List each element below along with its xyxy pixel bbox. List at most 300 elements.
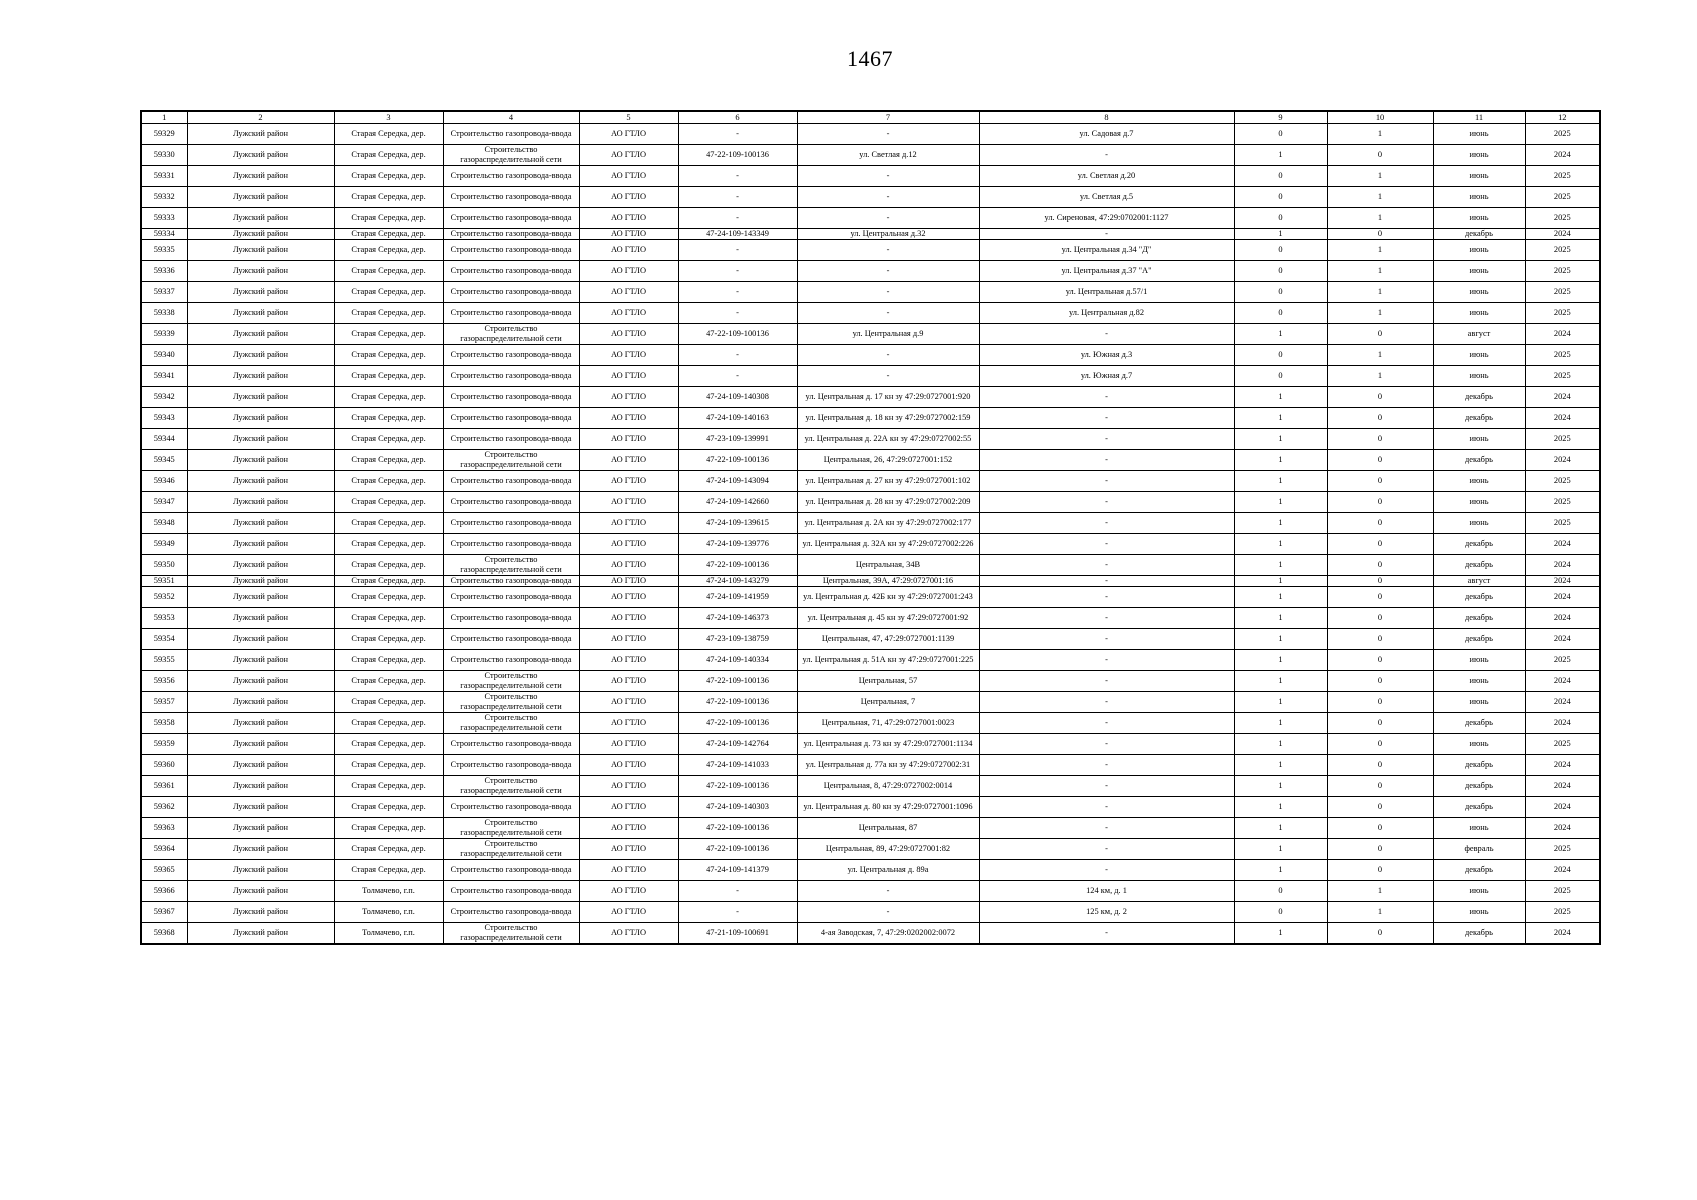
cell-settlement: Старая Середка, дер. — [334, 145, 443, 166]
cell-organization: АО ГТЛО — [579, 450, 678, 471]
table-row — [141, 692, 1600, 713]
cell-month: июнь — [1433, 208, 1525, 229]
cell-permit-number: 47-22-109-100136 — [678, 450, 797, 471]
cell-value-a: 1 — [1234, 492, 1327, 513]
cell-year: 2024 — [1525, 923, 1600, 945]
table-row — [141, 229, 1600, 240]
cell-month: июнь — [1433, 303, 1525, 324]
cell-row-number: 59362 — [141, 797, 187, 818]
cell-value-a: 1 — [1234, 324, 1327, 345]
cell-work-type: Строительство газопровода-ввода — [443, 282, 579, 303]
cell-address-secondary: - — [979, 387, 1234, 408]
cell-permit-number: 47-22-109-100136 — [678, 776, 797, 797]
cell-work-type: Строительство газопровода-ввода — [443, 387, 579, 408]
cell-address-secondary: ул. Центральная д.82 — [979, 303, 1234, 324]
cell-address-primary: ул. Центральная д.9 — [797, 324, 979, 345]
cell-value-b: 0 — [1327, 797, 1433, 818]
cell-value-a: 1 — [1234, 555, 1327, 576]
cell-settlement: Старая Середка, дер. — [334, 629, 443, 650]
cell-settlement: Старая Середка, дер. — [334, 187, 443, 208]
cell-value-a: 1 — [1234, 471, 1327, 492]
cell-row-number: 59330 — [141, 145, 187, 166]
cell-address-secondary: - — [979, 755, 1234, 776]
cell-address-secondary: ул. Садовая д.7 — [979, 124, 1234, 145]
cell-value-a: 1 — [1234, 818, 1327, 839]
cell-row-number: 59367 — [141, 902, 187, 923]
cell-value-a: 0 — [1234, 240, 1327, 261]
cell-value-b: 0 — [1327, 629, 1433, 650]
cell-work-type: Строительство газопровода-ввода — [443, 187, 579, 208]
cell-organization: АО ГТЛО — [579, 713, 678, 734]
cell-row-number: 59343 — [141, 408, 187, 429]
cell-permit-number: - — [678, 208, 797, 229]
cell-settlement: Старая Середка, дер. — [334, 303, 443, 324]
cell-month: декабрь — [1433, 923, 1525, 945]
table-row — [141, 492, 1600, 513]
cell-work-type: Строительство газопровода-ввода — [443, 576, 579, 587]
table-row — [141, 713, 1600, 734]
cell-value-a: 0 — [1234, 902, 1327, 923]
cell-district: Лужский район — [187, 692, 334, 713]
cell-address-secondary: - — [979, 408, 1234, 429]
cell-district: Лужский район — [187, 555, 334, 576]
document-table-container — [140, 110, 1599, 945]
cell-address-primary: ул. Центральная д.32 — [797, 229, 979, 240]
table-row — [141, 387, 1600, 408]
cell-address-secondary: - — [979, 450, 1234, 471]
cell-settlement: Старая Середка, дер. — [334, 408, 443, 429]
cell-value-a: 1 — [1234, 608, 1327, 629]
table-row — [141, 923, 1600, 945]
cell-address-primary: ул. Светлая д.12 — [797, 145, 979, 166]
table-row — [141, 839, 1600, 860]
cell-permit-number: - — [678, 902, 797, 923]
cell-district: Лужский район — [187, 587, 334, 608]
cell-month: июнь — [1433, 261, 1525, 282]
cell-permit-number: 47-22-109-100136 — [678, 818, 797, 839]
column-header: 5 — [579, 111, 678, 124]
cell-organization: АО ГТЛО — [579, 471, 678, 492]
cell-permit-number: - — [678, 124, 797, 145]
cell-value-b: 0 — [1327, 387, 1433, 408]
cell-address-primary: ул. Центральная д. 18 кн зу 47:29:0727002:159 — [797, 408, 979, 429]
cell-work-type: Строительство газопровода-ввода — [443, 408, 579, 429]
cell-district: Лужский район — [187, 776, 334, 797]
cell-year: 2025 — [1525, 429, 1600, 450]
cell-permit-number: - — [678, 366, 797, 387]
table-row — [141, 576, 1600, 587]
cell-year: 2025 — [1525, 650, 1600, 671]
cell-year: 2024 — [1525, 797, 1600, 818]
table-row — [141, 261, 1600, 282]
cell-row-number: 59356 — [141, 671, 187, 692]
cell-value-a: 1 — [1234, 429, 1327, 450]
cell-address-primary: Центральная, 87 — [797, 818, 979, 839]
cell-district: Лужский район — [187, 881, 334, 902]
cell-row-number: 59357 — [141, 692, 187, 713]
cell-row-number: 59364 — [141, 839, 187, 860]
cell-address-primary: ул. Центральная д. 27 кн зу 47:29:0727001:102 — [797, 471, 979, 492]
cell-value-b: 0 — [1327, 429, 1433, 450]
cell-row-number: 59353 — [141, 608, 187, 629]
table-row — [141, 881, 1600, 902]
cell-value-b: 0 — [1327, 839, 1433, 860]
cell-month: декабрь — [1433, 408, 1525, 429]
cell-row-number: 59329 — [141, 124, 187, 145]
cell-work-type: Строительство газопровода-ввода — [443, 471, 579, 492]
cell-row-number: 59335 — [141, 240, 187, 261]
table-row — [141, 513, 1600, 534]
cell-permit-number: - — [678, 881, 797, 902]
cell-value-b: 0 — [1327, 408, 1433, 429]
cell-row-number: 59359 — [141, 734, 187, 755]
cell-value-a: 1 — [1234, 734, 1327, 755]
cell-settlement: Старая Середка, дер. — [334, 671, 443, 692]
cell-month: декабрь — [1433, 713, 1525, 734]
cell-settlement: Старая Середка, дер. — [334, 534, 443, 555]
cell-value-b: 1 — [1327, 902, 1433, 923]
cell-address-secondary: - — [979, 145, 1234, 166]
cell-settlement: Старая Середка, дер. — [334, 839, 443, 860]
cell-organization: АО ГТЛО — [579, 650, 678, 671]
cell-address-primary: ул. Центральная д. 2А кн зу 47:29:0727002:177 — [797, 513, 979, 534]
cell-address-primary: ул. Центральная д. 51А кн зу 47:29:0727001:225 — [797, 650, 979, 671]
cell-permit-number: - — [678, 282, 797, 303]
cell-address-secondary: - — [979, 513, 1234, 534]
cell-permit-number: - — [678, 240, 797, 261]
cell-row-number: 59350 — [141, 555, 187, 576]
cell-year: 2025 — [1525, 282, 1600, 303]
cell-year: 2024 — [1525, 755, 1600, 776]
cell-row-number: 59360 — [141, 755, 187, 776]
table-row — [141, 755, 1600, 776]
cell-permit-number: - — [678, 345, 797, 366]
table-row — [141, 776, 1600, 797]
cell-month: июнь — [1433, 187, 1525, 208]
cell-work-type: Строительство газопровода-ввода — [443, 303, 579, 324]
cell-organization: АО ГТЛО — [579, 366, 678, 387]
cell-value-a: 0 — [1234, 282, 1327, 303]
table-row — [141, 166, 1600, 187]
cell-work-type: Строительство газопровода-ввода — [443, 366, 579, 387]
cell-organization: АО ГТЛО — [579, 839, 678, 860]
document-table — [140, 110, 1601, 945]
cell-district: Лужский район — [187, 818, 334, 839]
cell-row-number: 59354 — [141, 629, 187, 650]
cell-work-type: Строительство газопровода-ввода — [443, 534, 579, 555]
cell-month: декабрь — [1433, 555, 1525, 576]
cell-district: Лужский район — [187, 187, 334, 208]
cell-year: 2024 — [1525, 629, 1600, 650]
cell-year: 2024 — [1525, 555, 1600, 576]
cell-value-a: 1 — [1234, 650, 1327, 671]
cell-district: Лужский район — [187, 208, 334, 229]
cell-row-number: 59351 — [141, 576, 187, 587]
cell-address-secondary: - — [979, 555, 1234, 576]
cell-address-primary: - — [797, 261, 979, 282]
cell-settlement: Старая Середка, дер. — [334, 608, 443, 629]
cell-value-a: 0 — [1234, 366, 1327, 387]
cell-organization: АО ГТЛО — [579, 797, 678, 818]
cell-row-number: 59348 — [141, 513, 187, 534]
cell-row-number: 59355 — [141, 650, 187, 671]
table-row — [141, 734, 1600, 755]
cell-value-a: 1 — [1234, 692, 1327, 713]
cell-value-b: 1 — [1327, 282, 1433, 303]
cell-permit-number: - — [678, 303, 797, 324]
column-header: 12 — [1525, 111, 1600, 124]
cell-organization: АО ГТЛО — [579, 345, 678, 366]
cell-address-secondary: - — [979, 839, 1234, 860]
cell-value-b: 0 — [1327, 145, 1433, 166]
cell-value-b: 0 — [1327, 776, 1433, 797]
cell-address-primary: Центральная, 39А, 47:29:0727001:16 — [797, 576, 979, 587]
cell-organization: АО ГТЛО — [579, 513, 678, 534]
table-row — [141, 124, 1600, 145]
cell-permit-number: 47-24-109-146373 — [678, 608, 797, 629]
cell-organization: АО ГТЛО — [579, 692, 678, 713]
cell-address-primary: ул. Центральная д. 73 кн зу 47:29:0727001:1134 — [797, 734, 979, 755]
table-row — [141, 534, 1600, 555]
cell-value-b: 1 — [1327, 261, 1433, 282]
cell-value-b: 0 — [1327, 471, 1433, 492]
cell-row-number: 59340 — [141, 345, 187, 366]
cell-permit-number: 47-24-109-142660 — [678, 492, 797, 513]
cell-organization: АО ГТЛО — [579, 818, 678, 839]
cell-work-type: Строительство газопровода-ввода — [443, 429, 579, 450]
table-row — [141, 650, 1600, 671]
cell-year: 2025 — [1525, 303, 1600, 324]
cell-month: июнь — [1433, 124, 1525, 145]
cell-value-b: 0 — [1327, 587, 1433, 608]
cell-district: Лужский район — [187, 282, 334, 303]
cell-year: 2025 — [1525, 124, 1600, 145]
cell-organization: АО ГТЛО — [579, 629, 678, 650]
cell-year: 2025 — [1525, 240, 1600, 261]
cell-organization: АО ГТЛО — [579, 208, 678, 229]
cell-settlement: Толмачево, г.п. — [334, 902, 443, 923]
cell-year: 2024 — [1525, 608, 1600, 629]
cell-year: 2024 — [1525, 387, 1600, 408]
cell-value-b: 0 — [1327, 576, 1433, 587]
cell-value-a: 1 — [1234, 229, 1327, 240]
column-header: 4 — [443, 111, 579, 124]
cell-permit-number: 47-24-109-142764 — [678, 734, 797, 755]
cell-address-primary: Центральная, 71, 47:29:0727001:0023 — [797, 713, 979, 734]
cell-permit-number: - — [678, 187, 797, 208]
cell-value-a: 0 — [1234, 881, 1327, 902]
cell-permit-number: 47-24-109-141033 — [678, 755, 797, 776]
table-row — [141, 187, 1600, 208]
cell-district: Лужский район — [187, 492, 334, 513]
table-row — [141, 587, 1600, 608]
cell-year: 2024 — [1525, 408, 1600, 429]
cell-value-b: 1 — [1327, 345, 1433, 366]
cell-work-type: Строительство газопровода-ввода — [443, 345, 579, 366]
table-row — [141, 671, 1600, 692]
cell-work-type: Строительство газораспределительной сети — [443, 713, 579, 734]
cell-address-secondary: 125 км, д. 2 — [979, 902, 1234, 923]
cell-district: Лужский район — [187, 860, 334, 881]
cell-settlement: Старая Середка, дер. — [334, 229, 443, 240]
cell-address-secondary: - — [979, 650, 1234, 671]
cell-row-number: 59365 — [141, 860, 187, 881]
cell-organization: АО ГТЛО — [579, 492, 678, 513]
cell-address-secondary: ул. Центральная д.34 "Д" — [979, 240, 1234, 261]
cell-value-b: 0 — [1327, 492, 1433, 513]
cell-district: Лужский район — [187, 229, 334, 240]
cell-address-secondary: - — [979, 587, 1234, 608]
cell-district: Лужский район — [187, 450, 334, 471]
cell-work-type: Строительство газораспределительной сети — [443, 818, 579, 839]
cell-value-b: 0 — [1327, 713, 1433, 734]
cell-address-secondary: - — [979, 818, 1234, 839]
cell-district: Лужский район — [187, 240, 334, 261]
cell-row-number: 59352 — [141, 587, 187, 608]
cell-year: 2025 — [1525, 881, 1600, 902]
cell-work-type: Строительство газопровода-ввода — [443, 734, 579, 755]
cell-organization: АО ГТЛО — [579, 881, 678, 902]
cell-month: декабрь — [1433, 450, 1525, 471]
cell-organization: АО ГТЛО — [579, 303, 678, 324]
cell-settlement: Старая Середка, дер. — [334, 492, 443, 513]
cell-address-primary: ул. Центральная д. 42Б кн зу 47:29:0727001:243 — [797, 587, 979, 608]
cell-month: декабрь — [1433, 629, 1525, 650]
cell-month: июнь — [1433, 471, 1525, 492]
cell-organization: АО ГТЛО — [579, 261, 678, 282]
cell-permit-number: 47-21-109-100691 — [678, 923, 797, 945]
cell-year: 2025 — [1525, 208, 1600, 229]
cell-permit-number: 47-24-109-141379 — [678, 860, 797, 881]
cell-district: Лужский район — [187, 145, 334, 166]
cell-row-number: 59366 — [141, 881, 187, 902]
cell-work-type: Строительство газопровода-ввода — [443, 166, 579, 187]
cell-value-a: 1 — [1234, 755, 1327, 776]
cell-permit-number: 47-23-109-138759 — [678, 629, 797, 650]
cell-value-b: 0 — [1327, 734, 1433, 755]
cell-address-secondary: - — [979, 492, 1234, 513]
cell-work-type: Строительство газопровода-ввода — [443, 629, 579, 650]
cell-district: Лужский район — [187, 713, 334, 734]
cell-settlement: Старая Середка, дер. — [334, 471, 443, 492]
cell-address-secondary: ул. Южная д.7 — [979, 366, 1234, 387]
cell-row-number: 59368 — [141, 923, 187, 945]
cell-address-primary: Центральная, 47, 47:29:0727001:1139 — [797, 629, 979, 650]
cell-permit-number: - — [678, 166, 797, 187]
cell-year: 2024 — [1525, 229, 1600, 240]
cell-address-primary: - — [797, 902, 979, 923]
cell-permit-number: 47-24-109-140334 — [678, 650, 797, 671]
cell-organization: АО ГТЛО — [579, 282, 678, 303]
cell-year: 2024 — [1525, 860, 1600, 881]
cell-month: июнь — [1433, 345, 1525, 366]
cell-year: 2025 — [1525, 513, 1600, 534]
cell-address-primary: ул. Центральная д. 28 кн зу 47:29:0727002:209 — [797, 492, 979, 513]
cell-year: 2024 — [1525, 450, 1600, 471]
cell-value-b: 0 — [1327, 513, 1433, 534]
cell-address-secondary: - — [979, 229, 1234, 240]
cell-address-primary: ул. Центральная д. 45 кн зу 47:29:0727001:92 — [797, 608, 979, 629]
cell-organization: АО ГТЛО — [579, 324, 678, 345]
cell-month: июнь — [1433, 429, 1525, 450]
cell-address-secondary: ул. Центральная д.37 "А" — [979, 261, 1234, 282]
cell-settlement: Старая Середка, дер. — [334, 713, 443, 734]
cell-row-number: 59341 — [141, 366, 187, 387]
cell-row-number: 59358 — [141, 713, 187, 734]
cell-district: Лужский район — [187, 166, 334, 187]
cell-organization: АО ГТЛО — [579, 187, 678, 208]
cell-address-secondary: - — [979, 324, 1234, 345]
cell-organization: АО ГТЛО — [579, 776, 678, 797]
cell-address-primary: - — [797, 187, 979, 208]
cell-month: июнь — [1433, 881, 1525, 902]
cell-district: Лужский район — [187, 513, 334, 534]
cell-month: июнь — [1433, 240, 1525, 261]
cell-organization: АО ГТЛО — [579, 902, 678, 923]
cell-work-type: Строительство газопровода-ввода — [443, 229, 579, 240]
column-header: 11 — [1433, 111, 1525, 124]
table-row — [141, 324, 1600, 345]
cell-row-number: 59336 — [141, 261, 187, 282]
cell-row-number: 59332 — [141, 187, 187, 208]
column-header: 2 — [187, 111, 334, 124]
cell-value-b: 1 — [1327, 366, 1433, 387]
cell-year: 2024 — [1525, 671, 1600, 692]
cell-settlement: Старая Середка, дер. — [334, 818, 443, 839]
cell-permit-number: 47-24-109-141959 — [678, 587, 797, 608]
cell-settlement: Старая Середка, дер. — [334, 261, 443, 282]
cell-value-a: 1 — [1234, 923, 1327, 945]
cell-month: декабрь — [1433, 587, 1525, 608]
cell-district: Лужский район — [187, 576, 334, 587]
cell-value-a: 0 — [1234, 187, 1327, 208]
cell-month: декабрь — [1433, 755, 1525, 776]
cell-settlement: Старая Середка, дер. — [334, 345, 443, 366]
cell-value-a: 1 — [1234, 671, 1327, 692]
cell-permit-number: 47-24-109-143349 — [678, 229, 797, 240]
cell-address-primary: Центральная, 57 — [797, 671, 979, 692]
cell-work-type: Строительство газопровода-ввода — [443, 755, 579, 776]
table-row — [141, 450, 1600, 471]
cell-work-type: Строительство газопровода-ввода — [443, 902, 579, 923]
cell-settlement: Старая Середка, дер. — [334, 240, 443, 261]
cell-month: июнь — [1433, 692, 1525, 713]
cell-district: Лужский район — [187, 839, 334, 860]
cell-month: июнь — [1433, 282, 1525, 303]
cell-row-number: 59334 — [141, 229, 187, 240]
column-header: 3 — [334, 111, 443, 124]
cell-address-secondary: - — [979, 629, 1234, 650]
cell-address-primary: Центральная, 89, 47:29:0727001:82 — [797, 839, 979, 860]
cell-settlement: Старая Середка, дер. — [334, 324, 443, 345]
cell-address-secondary: - — [979, 692, 1234, 713]
cell-address-secondary: ул. Сиреновая, 47:29:0702001:1127 — [979, 208, 1234, 229]
cell-row-number: 59349 — [141, 534, 187, 555]
cell-row-number: 59344 — [141, 429, 187, 450]
cell-row-number: 59347 — [141, 492, 187, 513]
cell-value-b: 0 — [1327, 229, 1433, 240]
cell-work-type: Строительство газораспределительной сети — [443, 839, 579, 860]
cell-month: август — [1433, 576, 1525, 587]
table-row — [141, 860, 1600, 881]
cell-value-b: 0 — [1327, 555, 1433, 576]
column-header: 6 — [678, 111, 797, 124]
cell-value-b: 1 — [1327, 166, 1433, 187]
table-row — [141, 555, 1600, 576]
cell-year: 2025 — [1525, 366, 1600, 387]
cell-address-secondary: ул. Центральная д.57/1 — [979, 282, 1234, 303]
cell-value-a: 1 — [1234, 408, 1327, 429]
